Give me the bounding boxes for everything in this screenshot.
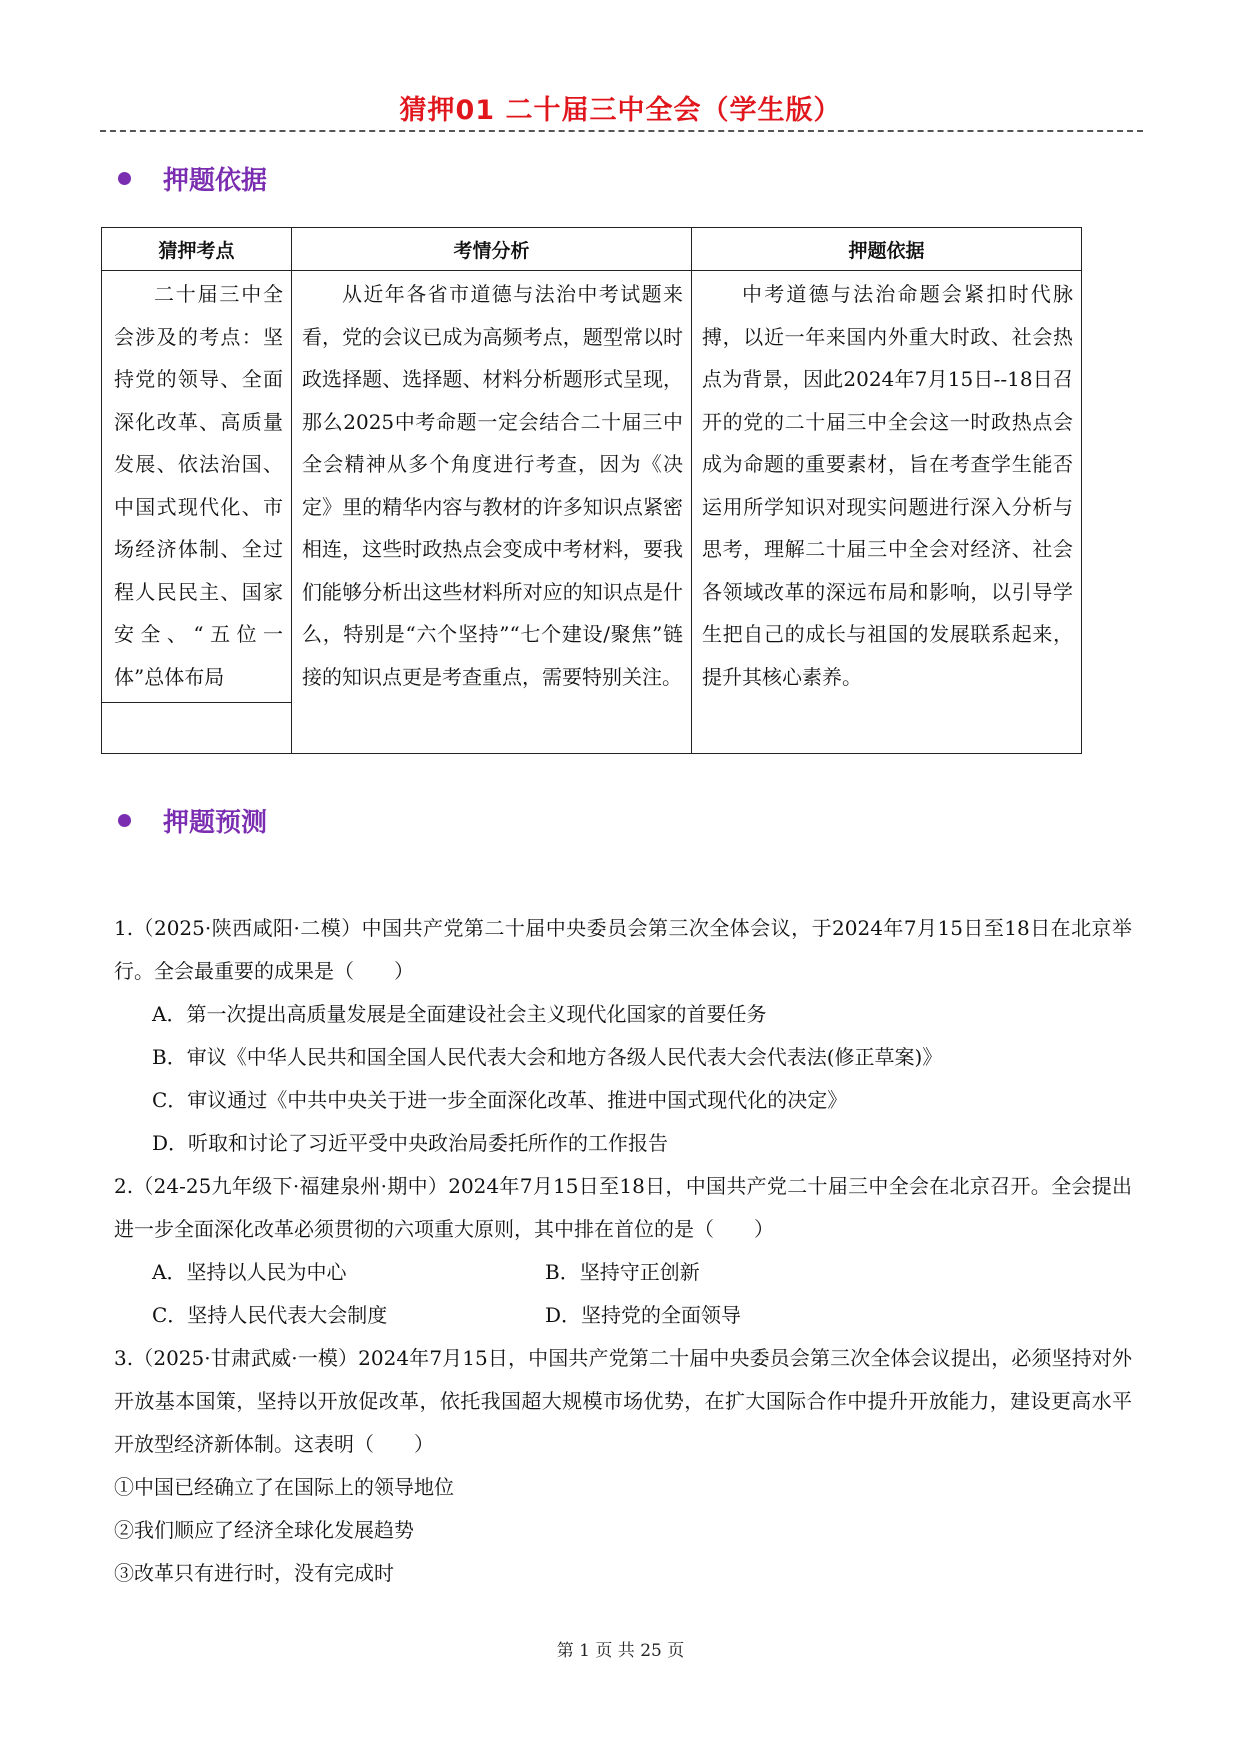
- option-d[interactable]: D．坚持党的全面领导: [545, 1303, 742, 1327]
- page-number: 第 1 页 共 25 页: [556, 1641, 685, 1661]
- question-1: [114, 907, 1132, 1165]
- section-label: 押题预测: [163, 807, 268, 838]
- section-label: 押题依据: [163, 165, 268, 196]
- title-divider: [100, 130, 1143, 132]
- option-a[interactable]: A．第一次提出高质量发展是全面建设社会主义现代化国家的首要任务: [152, 1002, 767, 1026]
- question-2: [114, 1165, 1132, 1337]
- section-heading-basis: [118, 158, 267, 198]
- column-header: 考情分析: [292, 228, 692, 271]
- table-cell-basis: 中考道德与法治命题会紧扣时代脉搏，以近一年来国内外重大时政、社会热点为背景，因此2024年7月15日--18日召开的党的二十届三中全会这一时政热点会成为命题的重要素材，旨在考查学生能否运用所学知识对现实问题进行深入分析与思考，理解二十届三中全会对经济、社会各领域改革的深远布局和影响，以引导学生把自己的成长与祖国的发展联系起来，提升其核心素养。: [692, 271, 1082, 754]
- option-c[interactable]: C．审议通过《中共中央关于进一步全面深化改革、推进中国式现代化的决定》: [152, 1088, 848, 1112]
- page-title: 猜押01 二十届三中全会（学生版）: [399, 95, 842, 126]
- option-a[interactable]: A．坚持以人民为中心: [152, 1260, 347, 1284]
- table-header-row: [102, 228, 1082, 271]
- statement-1: ①中国已经确立了在国际上的领导地位: [114, 1475, 454, 1499]
- statement-3: ③改革只有进行时，没有完成时: [114, 1561, 394, 1585]
- topics-text: 二十届三中全会涉及的考点：坚持党的领导、全面深化改革、高质量发展、依法治国、中国式现代化、市场经济体制、全过程人民民主、国家安全、“五位一体”总体布局: [114, 282, 283, 689]
- question-3: [114, 1337, 1132, 1595]
- empty-sub-cell: [102, 702, 291, 753]
- question-list: [114, 907, 1132, 1595]
- section-heading-prediction: [118, 800, 267, 840]
- table-cell-analysis: 从近年各省市道德与法治中考试题来看，党的会议已成为高频考点，题型常以时政选择题、选择题、材料分析题形式呈现，那么2025中考命题一定会结合二十届三中全会精神从多个角度进行考查，因为《决定》里的精华内容与教材的许多知识点紧密相连，这些时政热点会变成中考材料，要我们能够分析出这些材料所对应的知识点是什么，特别是“六个坚持”“七个建设/聚焦”链接的知识点更是考查重点，需要特别关注。: [292, 271, 692, 754]
- bullet-dot-icon: [118, 814, 131, 827]
- table-row: [102, 271, 1082, 754]
- question-stem: 2.（24-25九年级下·福建泉州·期中）2024年7月15日至18日，中国共产党二十届三中全会在北京召开。全会提出进一步全面深化改革必须贯彻的六项重大原则，其中排在首位的是（ ）: [114, 1174, 1132, 1241]
- question-stem: 3.（2025·甘肃武威·一模）2024年7月15日，中国共产党第二十届中央委员会第三次全体会议提出，必须坚持对外开放基本国策，坚持以开放促改革，依托我国超大规模市场优势，在扩大国际合作中提升开放能力，建设更高水平开放型经济新体制。这表明（ ）: [114, 1346, 1132, 1456]
- table-cell-topics: [102, 271, 292, 754]
- basis-table: [101, 227, 1082, 754]
- option-row: [114, 1294, 1132, 1337]
- option-d[interactable]: D．听取和讨论了习近平受中央政治局委托所作的工作报告: [152, 1131, 669, 1155]
- bullet-dot-icon: [118, 172, 131, 185]
- question-stem: 1.（2025·陕西咸阳·二模）中国共产党第二十届中央委员会第三次全体会议，于2024年7月15日至18日在北京举行。全会最重要的成果是（ ）: [114, 916, 1132, 983]
- option-row: [114, 1251, 1132, 1294]
- statement-2: ②我们顺应了经济全球化发展趋势: [114, 1518, 414, 1542]
- column-header: 猜押考点: [102, 228, 292, 271]
- option-b[interactable]: B．坚持守正创新: [545, 1260, 700, 1284]
- column-header: 押题依据: [692, 228, 1082, 271]
- option-c[interactable]: C．坚持人民代表大会制度: [152, 1303, 388, 1327]
- option-b[interactable]: B．审议《中华人民共和国全国人民代表大会和地方各级人民代表大会代表法(修正草案)》: [152, 1045, 943, 1069]
